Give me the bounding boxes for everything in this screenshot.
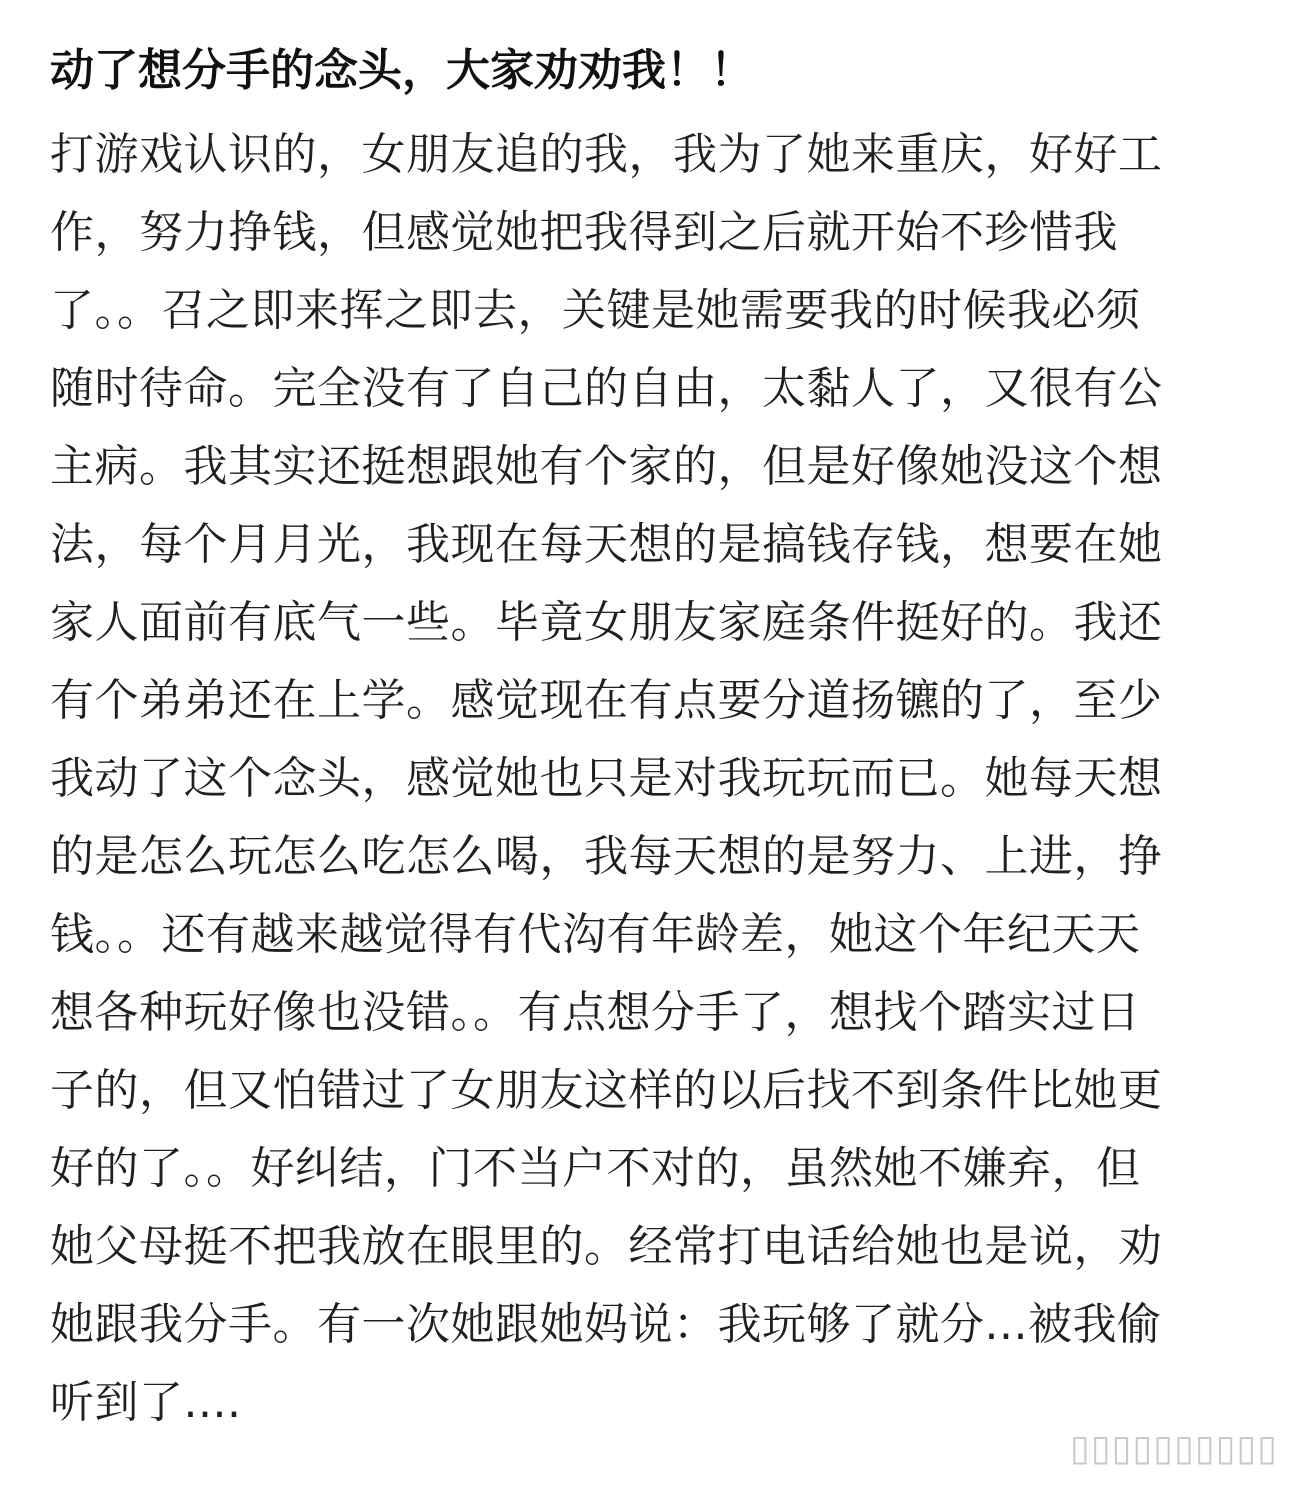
body-line: 子的，但又怕错过了女朋友这样的以后找不到条件比她更 bbox=[50, 1065, 1163, 1116]
body-line: 我动了这个念头，感觉她也只是对我玩玩而已。她每天想 bbox=[50, 753, 1163, 804]
body-line: 好的了。。好纠结，门不当户不对的，虽然她不嫌弃，但 bbox=[50, 1143, 1141, 1194]
body-line: 主病。我其实还挺想跟她有个家的，但是好像她没这个想 bbox=[50, 441, 1163, 492]
post bbox=[50, 40, 1250, 1442]
post-body bbox=[50, 116, 1250, 1442]
body-line: 她跟我分手。有一次她跟她妈说：我玩够了就分...被我偷 bbox=[50, 1299, 1162, 1350]
body-line: 想各种玩好像也没错。。有点想分手了，想找个踏实过日 bbox=[50, 987, 1141, 1038]
body-line: 钱。。还有越来越觉得有代沟有年龄差，她这个年纪天天 bbox=[50, 909, 1141, 960]
body-line: 随时待命。完全没有了自己的自由，太黏人了，又很有公 bbox=[50, 363, 1163, 414]
body-line: 了。。召之即来挥之即去，关键是她需要我的时候我必须 bbox=[50, 285, 1141, 336]
watermark: ▯▯▯▯▯▯▯▯▯▯ bbox=[1069, 1428, 1278, 1469]
body-line: 有个弟弟还在上学。感觉现在有点要分道扬镳的了，至少 bbox=[50, 675, 1163, 726]
post-title: 动了想分手的念头，大家劝劝我！！ bbox=[50, 45, 754, 96]
body-line: 听到了.... bbox=[50, 1377, 242, 1428]
body-line: 作，努力挣钱，但感觉她把我得到之后就开始不珍惜我 bbox=[50, 207, 1118, 258]
body-line: 打游戏认识的，女朋友追的我，我为了她来重庆，好好工 bbox=[50, 129, 1163, 180]
body-line: 法，每个月月光，我现在每天想的是搞钱存钱，想要在她 bbox=[50, 519, 1163, 570]
body-line: 家人面前有底气一些。毕竟女朋友家庭条件挺好的。我还 bbox=[50, 597, 1163, 648]
body-line: 她父母挺不把我放在眼里的。经常打电话给她也是说，劝 bbox=[50, 1221, 1163, 1272]
body-line: 的是怎么玩怎么吃怎么喝，我每天想的是努力、上进，挣 bbox=[50, 831, 1163, 882]
